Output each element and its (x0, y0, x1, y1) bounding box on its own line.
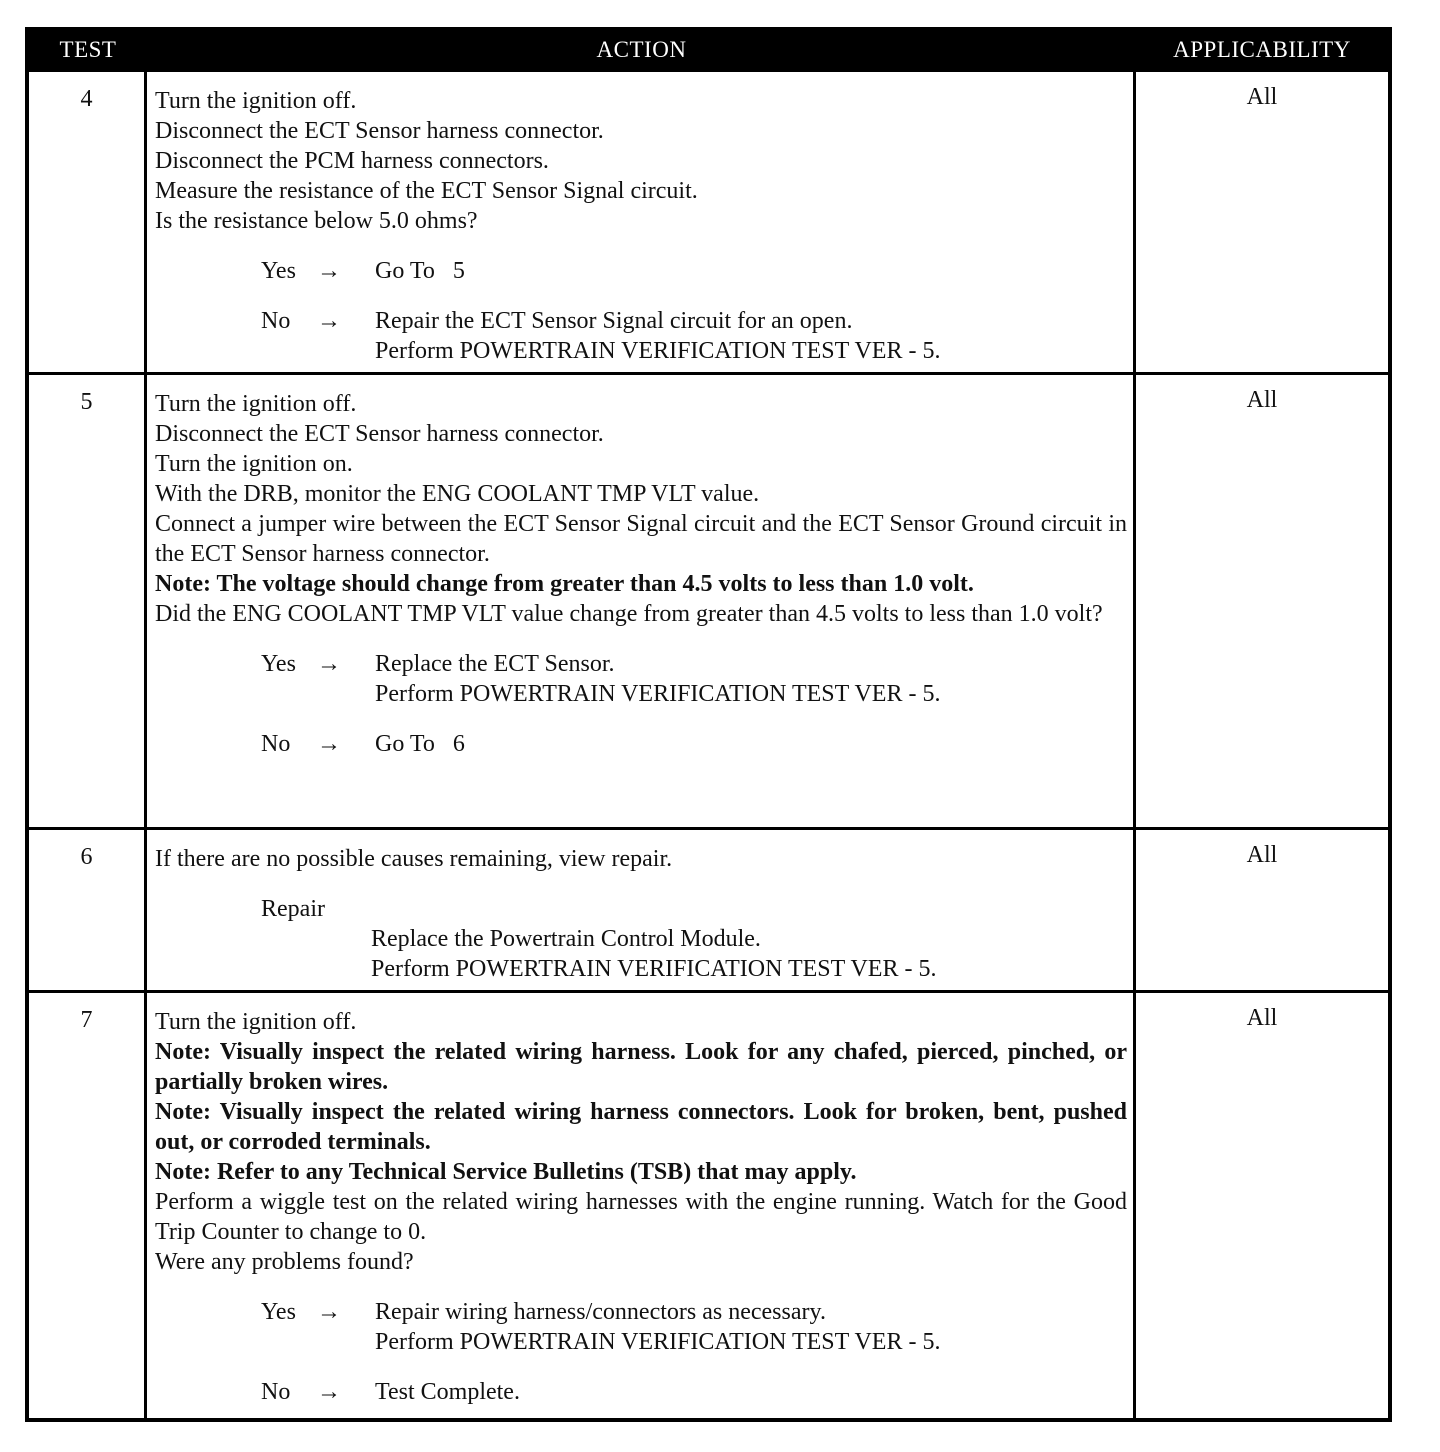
yes-branch (261, 1297, 1127, 1357)
arrow-icon: → (317, 308, 341, 334)
no-action: Go To 6 (375, 731, 465, 757)
yes-branch (261, 256, 1127, 286)
test-number: 5 (29, 375, 147, 827)
action-line: Turn the ignition off. (155, 1009, 357, 1035)
action-line: With the DRB, monitor the ENG COOLANT TMP VLT value. (155, 481, 760, 507)
table-header (29, 31, 1388, 69)
action-question: Did the ENG COOLANT TMP VLT value change from greater than 4.5 volts to less than 1.0 volt? (155, 601, 1103, 627)
repair-action: Replace the Powertrain Control Module. Perform POWERTRAIN VERIFICATION TEST VER - 5. (371, 926, 937, 982)
arrow-icon: → (317, 731, 341, 757)
no-action: Repair the ECT Sensor Signal circuit for an open. Perform POWERTRAIN VERIFICATION TEST VER - 5. (375, 308, 941, 364)
arrow-icon: → (317, 1299, 341, 1325)
no-label: No (261, 308, 291, 334)
action-line: Turn the ignition on. (155, 451, 353, 477)
diagnostic-test-table (25, 27, 1392, 1422)
action-line: Turn the ignition off. (155, 88, 357, 114)
applicability-value: All (1246, 387, 1278, 413)
action-note: Note: Visually inspect the related wiring harness connectors. Look for broken, bent, pushed out, or corroded terminals. (155, 1099, 1127, 1155)
no-label: No (261, 731, 291, 757)
yes-action: Repair wiring harness/connectors as necessary. Perform POWERTRAIN VERIFICATION TEST VER - 5. (375, 1299, 941, 1355)
action-line: Connect a jumper wire between the ECT Sensor Signal circuit and the ECT Sensor Ground circuit in the ECT Sensor harness connector. (155, 511, 1127, 567)
test-row-5 (29, 372, 1388, 827)
applicability-value: All (1246, 842, 1278, 868)
test-row-7 (29, 990, 1388, 1418)
action-question: Is the resistance below 5.0 ohms? (155, 208, 478, 234)
arrow-icon: → (317, 1379, 341, 1405)
action-note: Note: The voltage should change from greater than 4.5 volts to less than 1.0 volt. (155, 571, 974, 597)
action-line: Measure the resistance of the ECT Sensor Signal circuit. (155, 178, 698, 204)
action-question: Were any problems found? (155, 1249, 414, 1275)
action-line: Turn the ignition off. (155, 391, 357, 417)
action-line: Disconnect the ECT Sensor harness connector. (155, 118, 604, 144)
no-label: No (261, 1379, 291, 1405)
no-branch (261, 306, 1127, 366)
yes-label: Yes (261, 651, 296, 677)
repair-label: Repair (261, 896, 325, 922)
yes-action: Go To 5 (375, 258, 465, 284)
action-line: Disconnect the PCM harness connectors. (155, 148, 549, 174)
yes-label: Yes (261, 1299, 296, 1325)
action-cell (147, 375, 1136, 827)
yes-action: Replace the ECT Sensor. Perform POWERTRAIN VERIFICATION TEST VER - 5. (375, 651, 941, 707)
test-number: 4 (29, 72, 147, 372)
test-number: 7 (29, 993, 147, 1418)
applicability-value: All (1246, 84, 1278, 110)
action-line: Disconnect the ECT Sensor harness connector. (155, 421, 604, 447)
applicability-value: All (1246, 1005, 1278, 1031)
no-branch (261, 729, 1127, 759)
no-action: Test Complete. (375, 1379, 520, 1405)
no-branch (261, 1377, 1127, 1407)
arrow-icon: → (317, 651, 341, 677)
action-cell (147, 830, 1136, 990)
yes-branch (261, 649, 1127, 709)
yes-label: Yes (261, 258, 296, 284)
test-row-6 (29, 827, 1388, 990)
action-note: Note: Refer to any Technical Service Bulletins (TSB) that may apply. (155, 1159, 857, 1185)
action-line: Perform a wiggle test on the related wiring harnesses with the engine running. Watch for the Good Trip Counter to change to 0. (155, 1189, 1127, 1245)
header-applicability: APPLICABILITY (1173, 37, 1351, 62)
action-cell (147, 72, 1136, 372)
test-number: 6 (29, 830, 147, 990)
action-line: If there are no possible causes remaining, view repair. (155, 846, 673, 872)
action-note: Note: Visually inspect the related wiring harness. Look for any chafed, pierced, pinched, or partially broken wires. (155, 1039, 1127, 1095)
arrow-icon: → (317, 258, 341, 284)
test-row-4 (29, 69, 1388, 372)
header-test: TEST (59, 37, 117, 62)
action-cell (147, 993, 1136, 1418)
header-action: ACTION (596, 37, 687, 62)
